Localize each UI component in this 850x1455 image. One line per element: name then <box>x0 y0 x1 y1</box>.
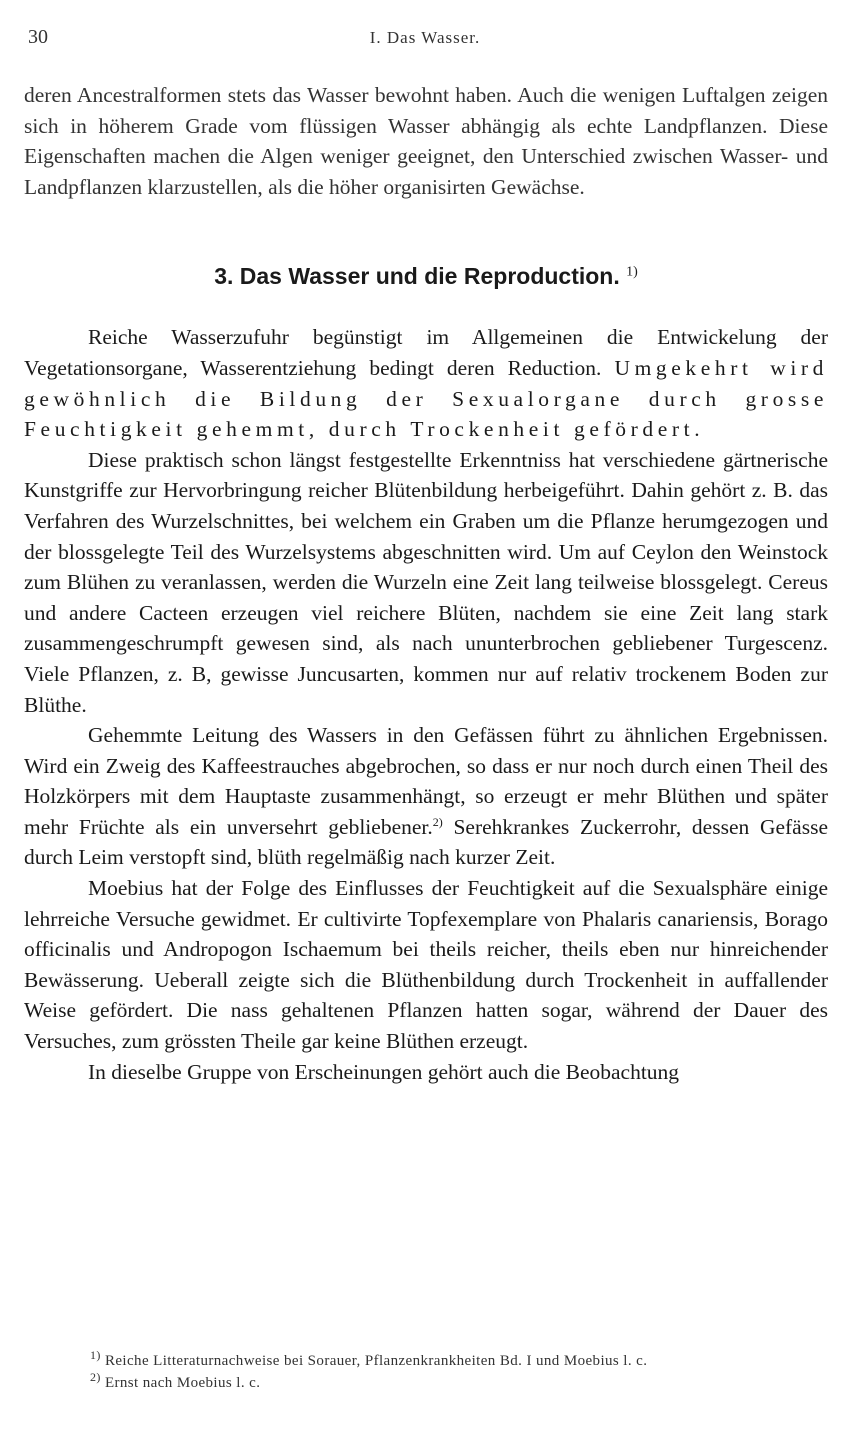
paragraph-3-text-after: Serehkrankes Zuckerrohr, dessen Gefässe durch Leim verstopft sind, blüth regelmäßig nach kurzer Zeit. <box>24 814 828 870</box>
footnote-text: Ernst nach Moebius l. c. <box>104 1375 261 1391</box>
footnote-text: Reiche Litteraturnachweise bei Sorauer, Pflanzenkrankheiten Bd. I und Moebius l. c. <box>104 1353 648 1369</box>
section-footnote-ref: 1) <box>626 264 638 280</box>
paragraph-horticulture: Diese praktisch schon längst festgestellte Erkenntniss hat verschiedene gärtnerische Kunstgriffe zur Hervorbringung reicher Blütenbildung herbeigeführt. Dahin gehört z. B. das Verfahren des Wurzelschnittes, bei welchem ein Graben um die Pflanze herumgezogen und der blossgelegte Teil des Wurzelsystems abgeschnitten wird. Um auf Ceylon den Weinstock zum Blühen zu veranlassen, werden die Wurzeln eine Zeit lang teilweise blossgelegt. Cereus und andere Cacteen erzeugen viel reichere Blüten, nachdem sie eine Zeit lang stark zusammengeschrumpft gewesen sind, als nach ununterbrochen gebliebener Turgescenz. Viele Pflanzen, z. B, gewisse Juncusarten, kommen nur auf relativ trockenem Boden zur Blüthe. <box>24 447 828 717</box>
footnote <box>90 1350 830 1372</box>
footnote-marker: 2) <box>90 1370 101 1384</box>
footnote-ref-2: 2) <box>432 814 443 829</box>
page-number: 30 <box>28 26 48 48</box>
chapter-title: I. Das Wasser. <box>369 28 481 47</box>
paragraph-vessel-conduction <box>24 720 828 873</box>
paragraph-moebius-experiments: Moebius hat der Folge des Einflusses der Feuchtigkeit auf die Sexualsphäre einige lehrreiche Versuche gewidmet. Er cultivirte Topfexemplare von Phalaris canariensis, Borago officinalis und Andropogon Ischaemum bei theils reicher, theils eben nur hinreichender Bewässerung. Ueberall zeigte sich die Blüthenbildung durch Trockenheit in auffallender Weise gefördert. Die nass gehaltenen Pflanzen hatten sogar, während der Dauer des Versuches, zum grössten Theile gar keine Blüthen erzeugt. <box>24 876 828 1054</box>
paragraph-continuation: In dieselbe Gruppe von Erscheinungen gehört auch die Beobachtung <box>88 1059 680 1084</box>
footnotes <box>90 1350 830 1394</box>
paragraph-1-emphasis: Umgekehrt wird gewöhnlich die Bildung der Sexualorgane durch grosse Feuchtigkeit gehemmt, durch Trockenheit gefördert. <box>24 355 829 442</box>
paragraph-1-text: Reiche Wasserzufuhr begünstigt im Allgemeinen die Entwickelung der Vegetationsorgane, Wasserentziehung bedingt deren Reduction. <box>24 325 828 380</box>
running-header <box>28 26 822 56</box>
footnote <box>90 1372 830 1394</box>
section-heading <box>24 260 828 292</box>
paragraph-3-text-before: Gehemmte Leitung des Wassers in den Gefässen führt zu ähnlichen Ergebnissen. Wird ein Zweig des Kaffeestrauches abgebrochen, so dass er nur noch durch einen Theil des Holzkörpers mit dem Hauptaste zusammenhängt, so erzeugt er mehr Blüthen und später mehr Früchte als ein unversehrt gebliebener. <box>24 723 828 839</box>
intro-paragraph: deren Ancestralformen stets das Wasser bewohnt haben. Auch die wenigen Luftalgen zeigen sich in höherem Grade vom flüssigen Wasser abhängig als echte Landpflanzen. Diese Eigenschaften machen die Algen weniger geeignet, den Unterschied zwischen Wasser- und Landpflanzen klarzustellen, als die höher organisirten Gewächse. <box>24 83 828 199</box>
section-title: 3. Das Wasser und die Reproduction. <box>214 263 620 290</box>
footnote-marker: 1) <box>90 1348 101 1362</box>
body-text <box>24 80 828 1087</box>
paragraph-water-supply <box>24 322 828 444</box>
